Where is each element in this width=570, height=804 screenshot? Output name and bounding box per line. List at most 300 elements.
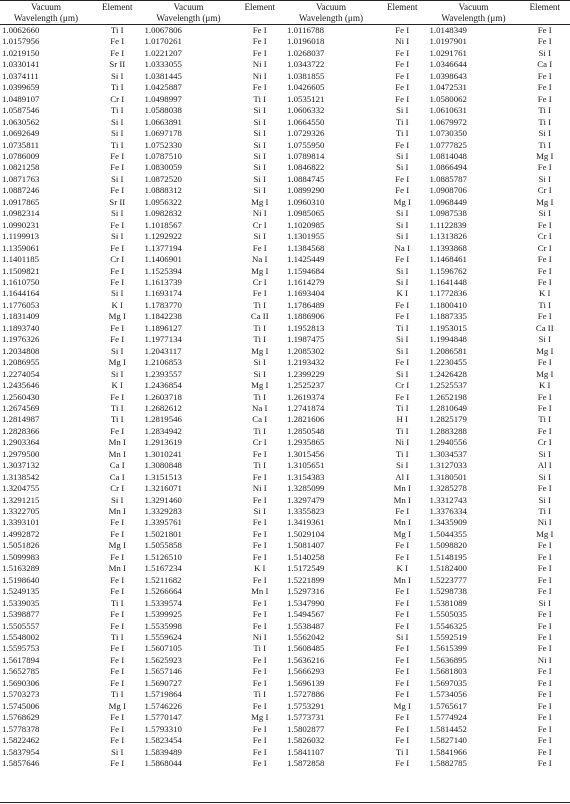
wavelength-cell: 1.5882785 xyxy=(429,758,467,768)
element-cell: Ti I xyxy=(538,105,552,116)
wavelength-cell: 1.2193432 xyxy=(287,357,325,368)
table-row xyxy=(0,449,570,460)
element-cell: Si I xyxy=(253,139,266,150)
element-cell: Si I xyxy=(396,265,409,276)
wavelength-cell: 1.0887246 xyxy=(2,185,40,196)
table-row xyxy=(0,174,570,185)
table-row xyxy=(0,266,570,277)
wavelength-cell: 1.5826032 xyxy=(287,735,325,746)
element-cell: Si I xyxy=(111,494,124,505)
wavelength-cell: 1.1509821 xyxy=(2,265,40,276)
element-cell: Ti I xyxy=(110,139,124,150)
wavelength-cell: 1.0730350 xyxy=(429,128,467,139)
wavelength-cell: 1.5719864 xyxy=(144,689,182,700)
element-cell: Fe I xyxy=(252,666,267,677)
wavelength-cell: 1.0871763 xyxy=(2,173,40,184)
element-cell: K I xyxy=(539,380,551,391)
wavelength-cell: 1.0679972 xyxy=(429,116,467,127)
table-row xyxy=(0,25,570,37)
wavelength-cell: 1.0729326 xyxy=(287,128,325,139)
element-cell: Na I xyxy=(394,242,410,253)
wavelength-cell: 1.0908706 xyxy=(429,185,467,196)
element-cell: Fe I xyxy=(110,219,125,230)
element-cell: Fe I xyxy=(537,620,552,631)
column-header-element-blank xyxy=(520,13,570,25)
element-cell: Mg I xyxy=(536,528,554,539)
element-cell: Fe I xyxy=(395,173,410,184)
element-cell: Si I xyxy=(111,746,124,757)
element-cell: Fe I xyxy=(110,620,125,631)
wavelength-cell: 1.5021801 xyxy=(144,528,182,539)
wavelength-cell: 1.2814987 xyxy=(2,414,40,425)
table-row xyxy=(0,460,570,471)
wavelength-cell: 1.0425887 xyxy=(144,82,182,93)
element-cell: Si I xyxy=(538,448,551,459)
element-cell: H I xyxy=(396,414,408,425)
table-row xyxy=(0,254,570,265)
wavelength-cell: 1.5837954 xyxy=(2,746,40,757)
element-cell: Fe I xyxy=(395,82,410,93)
table-row xyxy=(0,529,570,540)
wavelength-cell: 1.3204755 xyxy=(2,483,40,494)
table-row xyxy=(0,346,570,357)
element-cell: Si I xyxy=(111,368,124,379)
wavelength-cell: 1.5697035 xyxy=(429,677,467,688)
element-cell: Si I xyxy=(396,632,409,643)
wavelength-cell: 1.1301955 xyxy=(287,231,325,242)
element-cell: Fe I xyxy=(110,677,125,688)
wavelength-cell: 1.1401185 xyxy=(2,254,40,265)
element-cell: Ti I xyxy=(253,643,267,654)
element-cell: Fe I xyxy=(252,288,267,299)
element-cell: Ni I xyxy=(252,632,267,643)
element-cell: Fe I xyxy=(110,265,125,276)
element-cell: Fe I xyxy=(537,677,552,688)
wavelength-cell: 1.0692649 xyxy=(2,128,40,139)
wavelength-cell: 1.5802877 xyxy=(287,723,325,734)
element-cell: Fe I xyxy=(537,357,552,368)
element-cell: Ti I xyxy=(110,632,124,643)
wavelength-cell: 1.0814048 xyxy=(429,150,467,161)
element-cell: Mn I xyxy=(393,574,411,585)
wavelength-cell: 1.1783770 xyxy=(144,299,182,310)
wavelength-cell: 1.5297316 xyxy=(287,586,325,597)
element-cell: Fe I xyxy=(537,586,552,597)
element-cell: Fe I xyxy=(110,643,125,654)
element-cell: Fe I xyxy=(395,712,410,723)
wavelength-cell: 1.2106853 xyxy=(144,357,182,368)
wavelength-cell: 1.2436854 xyxy=(144,380,182,391)
element-cell: Si I xyxy=(253,185,266,196)
element-cell: Ti I xyxy=(110,82,124,93)
table-row xyxy=(0,483,570,494)
wavelength-cell: 1.0374111 xyxy=(2,70,39,81)
table-row xyxy=(0,666,570,677)
table-row xyxy=(0,701,570,712)
wavelength-cell: 1.2819546 xyxy=(144,414,182,425)
element-cell: Fe I xyxy=(537,425,552,436)
column-header-wavelength: Vacuum xyxy=(315,2,347,12)
element-cell: Cr I xyxy=(110,483,125,494)
wavelength-cell: 1.0535121 xyxy=(287,93,325,104)
wavelength-cell: 1.0990231 xyxy=(2,219,40,230)
element-cell: Fe I xyxy=(537,563,552,574)
wavelength-cell: 1.3329283 xyxy=(144,506,182,517)
element-cell: Mg I xyxy=(108,700,126,711)
table-row xyxy=(0,747,570,758)
element-cell: Na I xyxy=(252,254,268,265)
wavelength-cell: 1.1786489 xyxy=(287,299,325,310)
element-cell: Ti I xyxy=(253,689,267,700)
wavelength-cell: 1.5857646 xyxy=(2,758,40,768)
wavelength-cell: 1.0872520 xyxy=(144,173,182,184)
element-cell: Fe I xyxy=(252,448,267,459)
table-row xyxy=(0,311,570,322)
element-cell: Si I xyxy=(538,334,551,345)
wavelength-cell: 1.5163289 xyxy=(2,563,40,574)
element-cell: Fe I xyxy=(252,540,267,551)
wavelength-cell: 1.1800410 xyxy=(429,299,467,310)
element-cell: Mn I xyxy=(108,506,126,517)
wavelength-cell: 1.2086955 xyxy=(2,357,40,368)
wavelength-cell: 1.0663891 xyxy=(144,116,182,127)
element-cell: Ti I xyxy=(110,402,124,413)
element-cell: Ti I xyxy=(538,299,552,310)
element-cell: Ni I xyxy=(537,517,552,528)
table-row xyxy=(0,288,570,299)
wavelength-cell: 1.2940556 xyxy=(429,437,467,448)
wavelength-cell: 1.5398877 xyxy=(2,609,40,620)
element-cell: Cr I xyxy=(252,219,267,230)
wavelength-cell: 1.5055858 xyxy=(144,540,182,551)
element-cell: Fe I xyxy=(252,758,267,768)
wavelength-cell: 1.5249135 xyxy=(2,586,40,597)
table-row xyxy=(0,598,570,609)
element-cell: Fe I xyxy=(395,47,410,58)
element-cell: Fe I xyxy=(110,735,125,746)
element-cell: Si I xyxy=(538,597,551,608)
wavelength-cell: 1.5538487 xyxy=(287,620,325,631)
wavelength-cell: 1.3105651 xyxy=(287,460,325,471)
wavelength-cell: 1.0735811 xyxy=(2,139,40,150)
element-cell: Fe I xyxy=(395,735,410,746)
table-row xyxy=(0,426,570,437)
element-cell: Si I xyxy=(396,162,409,173)
element-cell: Mn I xyxy=(108,563,126,574)
wavelength-cell: 1.5592519 xyxy=(429,632,467,643)
element-cell: Si I xyxy=(253,105,266,116)
wavelength-cell: 1.1018567 xyxy=(144,219,182,230)
wavelength-cell: 1.2825179 xyxy=(429,414,467,425)
element-cell: Fe I xyxy=(252,735,267,746)
element-cell: Si I xyxy=(538,47,551,58)
wavelength-cell: 1.1831409 xyxy=(2,311,40,322)
wavelength-cell: 1.0630562 xyxy=(2,116,40,127)
wavelength-cell: 1.5727886 xyxy=(287,689,325,700)
wavelength-cell: 1.0062660 xyxy=(2,25,40,35)
table-row xyxy=(0,82,570,93)
wavelength-cell: 1.3312743 xyxy=(429,494,467,505)
element-cell: Ca I xyxy=(109,471,125,482)
wavelength-cell: 1.1644164 xyxy=(2,288,40,299)
wavelength-cell: 1.5562042 xyxy=(287,632,325,643)
element-cell: Ca I xyxy=(537,59,553,70)
wavelength-cell: 1.3285278 xyxy=(429,483,467,494)
table-row xyxy=(0,357,570,368)
element-cell: Fe I xyxy=(252,517,267,528)
table-row xyxy=(0,563,570,574)
element-cell: Si I xyxy=(111,231,124,242)
wavelength-cell: 1.5636216 xyxy=(287,654,325,665)
wavelength-cell: 1.5703273 xyxy=(2,689,40,700)
table-row xyxy=(0,128,570,139)
table-row xyxy=(0,392,570,403)
column-header-element-blank xyxy=(92,13,143,25)
wavelength-cell: 1.5044355 xyxy=(429,528,467,539)
table-row xyxy=(0,586,570,597)
wavelength-cell: 1.5505035 xyxy=(429,609,467,620)
wavelength-cell: 1.5625923 xyxy=(144,654,182,665)
element-cell: Fe I xyxy=(252,746,267,757)
wavelength-cell: 1.3034537 xyxy=(429,448,467,459)
element-cell: Ti I xyxy=(253,425,267,436)
element-cell: Mn I xyxy=(393,517,411,528)
wavelength-cell: 1.1693174 xyxy=(144,288,182,299)
wavelength-cell: 1.0472531 xyxy=(429,82,467,93)
element-cell: Ni I xyxy=(537,654,552,665)
element-cell: Fe I xyxy=(537,93,552,104)
wavelength-cell: 1.1359061 xyxy=(2,242,40,253)
element-cell: Fe I xyxy=(395,586,410,597)
element-cell: Fe I xyxy=(110,654,125,665)
wavelength-cell: 1.1887335 xyxy=(429,311,467,322)
column-header-element: Element xyxy=(101,2,133,12)
wavelength-cell: 1.3376334 xyxy=(429,506,467,517)
element-cell: Si I xyxy=(111,288,124,299)
element-cell: Fe I xyxy=(537,712,552,723)
table-row xyxy=(0,712,570,723)
wavelength-cell: 1.5823454 xyxy=(144,735,182,746)
element-cell: Cr I xyxy=(395,380,410,391)
wavelength-cell: 1.5841107 xyxy=(287,746,325,757)
wavelength-cell: 1.2741874 xyxy=(287,402,325,413)
wavelength-cell: 1.2935865 xyxy=(287,437,325,448)
element-cell: Cr I xyxy=(537,231,552,242)
element-cell: Fe I xyxy=(395,597,410,608)
table-row xyxy=(0,162,570,173)
wavelength-cell: 1.2525237 xyxy=(287,380,325,391)
wavelength-cell: 1.5546325 xyxy=(429,620,467,631)
element-cell: Fe I xyxy=(537,632,552,643)
wavelength-cell: 1.1776053 xyxy=(2,299,40,310)
element-cell: Mn I xyxy=(393,494,411,505)
column-header-wavelength-unit: Wavelength (μm) xyxy=(0,13,92,25)
element-cell: Si I xyxy=(253,173,266,184)
wavelength-cell: 1.3355823 xyxy=(287,506,325,517)
wavelength-cell: 1.0846822 xyxy=(287,162,325,173)
element-cell: Fe I xyxy=(252,700,267,711)
wavelength-cell: 1.5211682 xyxy=(144,574,182,585)
element-cell: K I xyxy=(111,380,123,391)
element-cell: Al I xyxy=(537,460,552,471)
wavelength-cell: 1.5696139 xyxy=(287,677,325,688)
wavelength-cell: 1.5595753 xyxy=(2,643,40,654)
element-cell: Sr II xyxy=(109,196,126,207)
wavelength-cell: 1.1020985 xyxy=(287,219,325,230)
wavelength-cell: 1.1896127 xyxy=(144,322,182,333)
element-cell: Fe I xyxy=(110,47,125,58)
element-cell: Fe I xyxy=(252,609,267,620)
element-cell: Si I xyxy=(111,70,124,81)
column-header-wavelength-unit: Wavelength (μm) xyxy=(285,13,377,25)
wavelength-cell: 1.0956322 xyxy=(144,196,182,207)
wavelength-cell: 1.0752330 xyxy=(144,139,182,150)
table-row xyxy=(0,94,570,105)
wavelength-cell: 1.5098820 xyxy=(429,540,467,551)
wavelength-cell: 1.5198640 xyxy=(2,574,40,585)
element-cell: Ni I xyxy=(252,483,267,494)
element-cell: Cr I xyxy=(537,185,552,196)
wavelength-cell: 1.5765617 xyxy=(429,700,467,711)
wavelength-cell: 1.5339574 xyxy=(144,597,182,608)
element-cell: Fe I xyxy=(110,712,125,723)
element-cell: Fe I xyxy=(537,276,552,287)
wavelength-cell: 1.5778378 xyxy=(2,723,40,734)
table-row xyxy=(0,655,570,666)
table-row xyxy=(0,185,570,196)
element-cell: Mg I xyxy=(393,196,411,207)
wavelength-cell: 1.3154383 xyxy=(287,471,325,482)
wavelength-cell: 1.5615399 xyxy=(429,643,467,654)
table-body xyxy=(0,25,570,770)
element-cell: Mn I xyxy=(251,586,269,597)
table-row xyxy=(0,117,570,128)
table-row xyxy=(0,758,570,769)
wavelength-cell: 1.0985065 xyxy=(287,208,325,219)
element-cell: Fe I xyxy=(110,334,125,345)
wavelength-cell: 1.2399229 xyxy=(287,368,325,379)
wavelength-cell: 1.1596762 xyxy=(429,265,467,276)
element-cell: Mg I xyxy=(251,345,269,356)
element-cell: Cr I xyxy=(110,93,125,104)
element-cell: Fe I xyxy=(395,758,410,768)
wavelength-cell: 1.0381445 xyxy=(144,70,182,81)
wavelength-cell: 1.1952813 xyxy=(287,322,325,333)
element-cell: Fe I xyxy=(252,25,267,35)
element-cell: Fe I xyxy=(537,643,552,654)
element-cell: Fe I xyxy=(110,391,125,402)
wavelength-cell: 1.0116788 xyxy=(287,25,325,35)
element-cell: Ti I xyxy=(395,425,409,436)
element-cell: Fe I xyxy=(395,654,410,665)
table-row xyxy=(0,71,570,82)
wavelength-cell: 1.5770147 xyxy=(144,712,182,723)
wavelength-cell: 1.0346644 xyxy=(429,59,467,70)
element-cell: Fe I xyxy=(537,609,552,620)
wavelength-cell: 1.1199913 xyxy=(2,231,40,242)
wavelength-cell: 1.2619374 xyxy=(287,391,325,402)
wavelength-cell: 1.5298738 xyxy=(429,586,467,597)
wavelength-cell: 1.0899290 xyxy=(287,185,325,196)
element-cell: Ca I xyxy=(109,460,125,471)
wavelength-cell: 1.0197901 xyxy=(429,36,467,47)
table-row xyxy=(0,231,570,242)
element-cell: Fe I xyxy=(537,574,552,585)
element-cell: Fe I xyxy=(110,666,125,677)
element-cell: Fe I xyxy=(395,643,410,654)
element-cell: Si I xyxy=(396,345,409,356)
element-cell: Si I xyxy=(111,208,124,219)
wavelength-cell: 1.5814452 xyxy=(429,723,467,734)
wavelength-cell: 1.3015456 xyxy=(287,448,325,459)
element-cell: Fe I xyxy=(395,254,410,265)
element-cell: Mg I xyxy=(536,368,554,379)
element-cell: Fe I xyxy=(110,586,125,597)
element-cell: Mg I xyxy=(536,345,554,356)
wavelength-cell: 1.5167234 xyxy=(144,563,182,574)
wavelength-cell: 1.2682612 xyxy=(144,402,182,413)
wavelength-cell: 1.2652198 xyxy=(429,391,467,402)
wavelength-cell: 1.2435646 xyxy=(2,380,40,391)
wavelength-cell: 1.5347990 xyxy=(287,597,325,608)
element-cell: Si I xyxy=(396,460,409,471)
wavelength-cell: 1.1693404 xyxy=(287,288,325,299)
element-cell: Si I xyxy=(396,231,409,242)
table-row xyxy=(0,643,570,654)
element-cell: Ti I xyxy=(110,597,124,608)
element-cell: Cr I xyxy=(537,437,552,448)
wavelength-cell: 1.1842238 xyxy=(144,311,182,322)
element-cell: Fe I xyxy=(537,758,552,768)
element-cell: Si I xyxy=(396,334,409,345)
wavelength-cell: 1.0787510 xyxy=(144,150,182,161)
wavelength-cell: 1.0580062 xyxy=(429,93,467,104)
wavelength-cell: 1.5774924 xyxy=(429,712,467,723)
element-cell: Si I xyxy=(538,471,551,482)
element-cell: Cr I xyxy=(252,276,267,287)
wavelength-cell: 1.2043117 xyxy=(144,345,182,356)
wavelength-cell: 1.5126510 xyxy=(144,551,182,562)
wavelength-cell: 1.5381089 xyxy=(429,597,467,608)
wavelength-cell: 1.1292922 xyxy=(144,231,182,242)
element-cell: Si I xyxy=(538,173,551,184)
element-cell: Fe I xyxy=(537,700,552,711)
wavelength-cell: 1.2603718 xyxy=(144,391,182,402)
wavelength-cell: 1.0148349 xyxy=(429,25,467,35)
wavelength-cell: 1.0219150 xyxy=(2,47,40,58)
wavelength-cell: 1.3127033 xyxy=(429,460,467,471)
wavelength-cell: 1.3393101 xyxy=(2,517,40,528)
wavelength-cell: 1.5548002 xyxy=(2,632,40,643)
wavelength-cell: 1.0866494 xyxy=(429,162,467,173)
element-cell: Si I xyxy=(253,116,266,127)
wavelength-cell: 1.5768629 xyxy=(2,712,40,723)
element-cell: Fe I xyxy=(395,70,410,81)
element-cell: Fe I xyxy=(110,185,125,196)
wavelength-cell: 1.3037132 xyxy=(2,460,40,471)
wavelength-cell: 1.3010241 xyxy=(144,448,182,459)
element-cell: Fe I xyxy=(395,185,410,196)
element-cell: Mn I xyxy=(393,483,411,494)
element-cell: Fe I xyxy=(537,666,552,677)
table-row xyxy=(0,437,570,448)
wavelength-cell: 1.5081407 xyxy=(287,540,325,551)
wavelength-cell: 1.3180501 xyxy=(429,471,467,482)
wavelength-cell: 1.1772836 xyxy=(429,288,467,299)
wavelength-cell: 1.2903364 xyxy=(2,437,40,448)
element-cell: Si I xyxy=(111,173,124,184)
table-row xyxy=(0,632,570,643)
